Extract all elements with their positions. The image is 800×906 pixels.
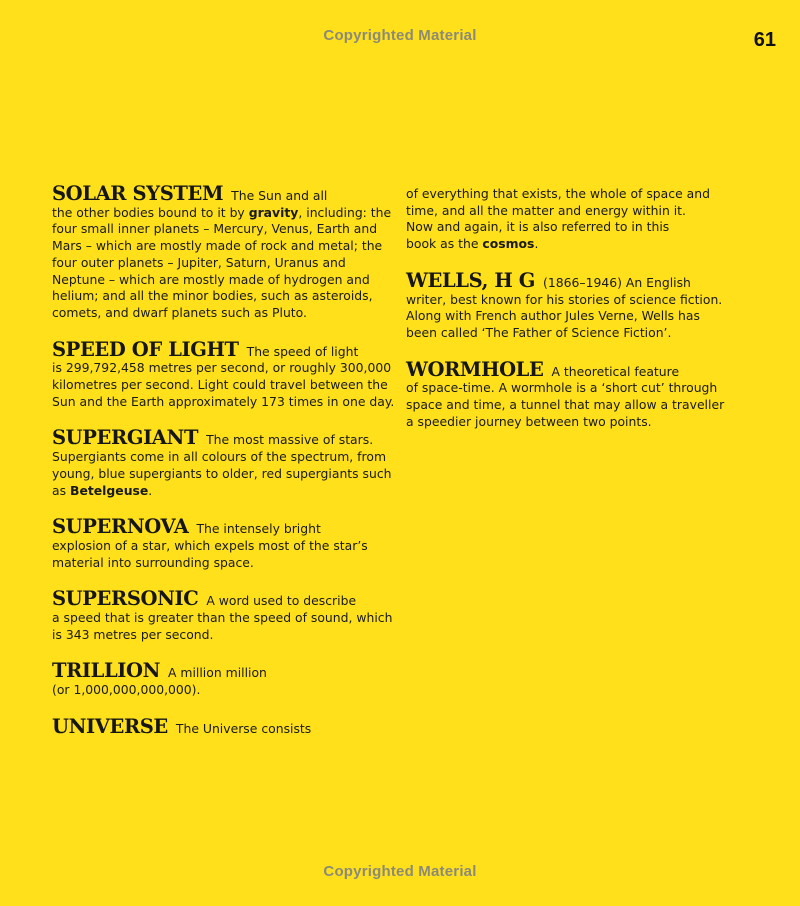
definition-text: been called ‘The Father of Science Fiction’. xyxy=(406,324,672,340)
definition-line xyxy=(406,397,726,414)
definition-text: is 299,792,458 metres per second, or roughly 300,000 xyxy=(52,360,392,376)
definition-text: writer, best known for his stories of science fiction. xyxy=(406,291,723,307)
definition-text: is 343 metres per second. xyxy=(52,626,214,642)
glossary-entry xyxy=(52,426,392,499)
definition-text: (1866–1946) An English xyxy=(543,274,691,290)
definition-text: the other bodies bound to it by xyxy=(52,204,249,220)
definition-line xyxy=(52,426,392,450)
cross-reference: cosmos xyxy=(482,236,535,252)
definition-text: kilometres per second. Light could travel between the xyxy=(52,377,388,393)
glossary-term: SOLAR SYSTEM xyxy=(52,182,224,205)
definition-text: . xyxy=(148,482,153,498)
glossary-entry xyxy=(406,357,726,431)
cross-reference: Betelgeuse xyxy=(70,482,149,498)
definition-line xyxy=(406,203,726,220)
definition-text: comets, and dwarf planets such as Pluto. xyxy=(52,304,307,320)
definition-text: Now and again, it is also referred to in this xyxy=(406,219,670,235)
definition-line xyxy=(406,308,726,325)
definition-line xyxy=(52,449,392,466)
definition-line xyxy=(52,182,392,205)
glossary-column-right xyxy=(406,186,726,450)
definition-line xyxy=(52,238,392,255)
definition-line xyxy=(406,292,726,309)
definition-line xyxy=(406,219,726,236)
glossary-entry xyxy=(52,659,392,698)
definition-text: , including: the xyxy=(298,204,392,220)
definition-text: of everything that exists, the whole of space and xyxy=(406,186,710,201)
glossary-term: WELLS, H G xyxy=(406,268,536,292)
glossary-term: SUPERGIANT xyxy=(52,426,199,450)
definition-line xyxy=(406,186,726,203)
definition-line xyxy=(52,587,392,611)
definition-text: Neptune – which are mostly made of hydrogen and xyxy=(52,271,370,287)
definition-text: The speed of light xyxy=(246,343,359,359)
definition-text: A word used to describe xyxy=(206,593,357,609)
glossary-entry xyxy=(52,337,395,411)
definition-text: The intensely bright xyxy=(196,521,321,537)
definition-line xyxy=(52,288,392,305)
definition-text: . xyxy=(534,236,539,252)
definition-text: Sun and the Earth approximately 173 times in one day. xyxy=(52,393,395,409)
definition-text: (or 1,000,000,000,000). xyxy=(52,682,201,698)
definition-text: space and time, a tunnel that may allow a traveller xyxy=(406,397,725,413)
definition-line xyxy=(52,538,392,555)
definition-line xyxy=(52,466,392,483)
glossary-term: UNIVERSE xyxy=(52,714,168,738)
definition-text: Supergiants come in all colours of the spectrum, from xyxy=(52,449,387,465)
definition-line xyxy=(406,268,726,292)
definition-text: The most massive of stars. xyxy=(206,432,374,448)
definition-line xyxy=(406,357,726,381)
glossary-entry xyxy=(52,587,393,643)
glossary-term: SUPERNOVA xyxy=(52,515,189,539)
definition-line xyxy=(52,221,392,238)
definition-text: material into surrounding space. xyxy=(52,554,254,570)
definition-line xyxy=(52,272,392,289)
definition-text: A million million xyxy=(168,665,267,681)
definition-text: a speedier journey between two points. xyxy=(406,413,652,429)
glossary-term: SPEED OF LIGHT xyxy=(52,337,239,361)
definition-line xyxy=(52,393,395,411)
definition-line xyxy=(406,236,726,253)
glossary-entry xyxy=(52,182,392,322)
definition-line xyxy=(52,305,392,322)
definition-line xyxy=(406,380,726,397)
definition-line xyxy=(52,337,392,361)
watermark-bottom: Copyrighted Material xyxy=(323,863,477,880)
definition-text: four small inner planets – Mercury, Venus, Earth and xyxy=(52,221,378,237)
definition-text: explosion of a star, which expels most of the star’s xyxy=(52,537,368,553)
definition-line xyxy=(52,714,392,738)
definition-text: Mars – which are mostly made of rock and metal; the xyxy=(52,238,383,254)
page-number: 61 xyxy=(753,29,776,51)
definition-line xyxy=(52,659,392,683)
definition-line xyxy=(52,610,392,627)
definition-text: of space-time. A wormhole is a ‘short cut’ through xyxy=(406,380,718,396)
glossary-term: WORMHOLE xyxy=(406,357,544,381)
definition-text: helium; and all the minor bodies, such as asteroids, xyxy=(52,288,373,304)
definition-line xyxy=(52,360,392,377)
definition-text: a speed that is greater than the speed of sound, which xyxy=(52,610,393,626)
definition-line xyxy=(406,325,726,342)
glossary-entry xyxy=(406,186,726,253)
glossary-entry xyxy=(406,268,726,342)
definition-text: as xyxy=(52,482,70,498)
definition-text: Along with French author Jules Verne, Wells has xyxy=(406,308,700,324)
definition-text: The Universe consists xyxy=(175,720,312,736)
cross-reference: gravity xyxy=(248,204,299,220)
glossary-entry xyxy=(52,515,392,571)
definition-text: A theoretical feature xyxy=(551,363,680,379)
definition-line xyxy=(52,515,392,539)
definition-line xyxy=(52,377,392,394)
definition-line xyxy=(406,414,726,431)
glossary-term: TRILLION xyxy=(52,659,160,683)
definition-line xyxy=(52,205,392,222)
glossary-column-left xyxy=(52,182,395,758)
definition-line xyxy=(52,627,392,644)
definition-text: time, and all the matter and energy within it. xyxy=(406,202,686,218)
definition-text: The Sun and all xyxy=(231,188,328,203)
definition-line xyxy=(52,555,392,572)
definition-text: book as the xyxy=(406,236,483,252)
definition-text: four outer planets – Jupiter, Saturn, Uranus and xyxy=(52,254,346,270)
glossary-term: SUPERSONIC xyxy=(52,587,199,611)
definition-line xyxy=(52,483,392,500)
definition-line xyxy=(52,682,392,699)
watermark-top: Copyrighted Material xyxy=(323,27,477,44)
definition-line xyxy=(52,255,392,272)
glossary-entry xyxy=(52,714,392,738)
definition-text: young, blue supergiants to older, red supergiants such xyxy=(52,465,392,481)
